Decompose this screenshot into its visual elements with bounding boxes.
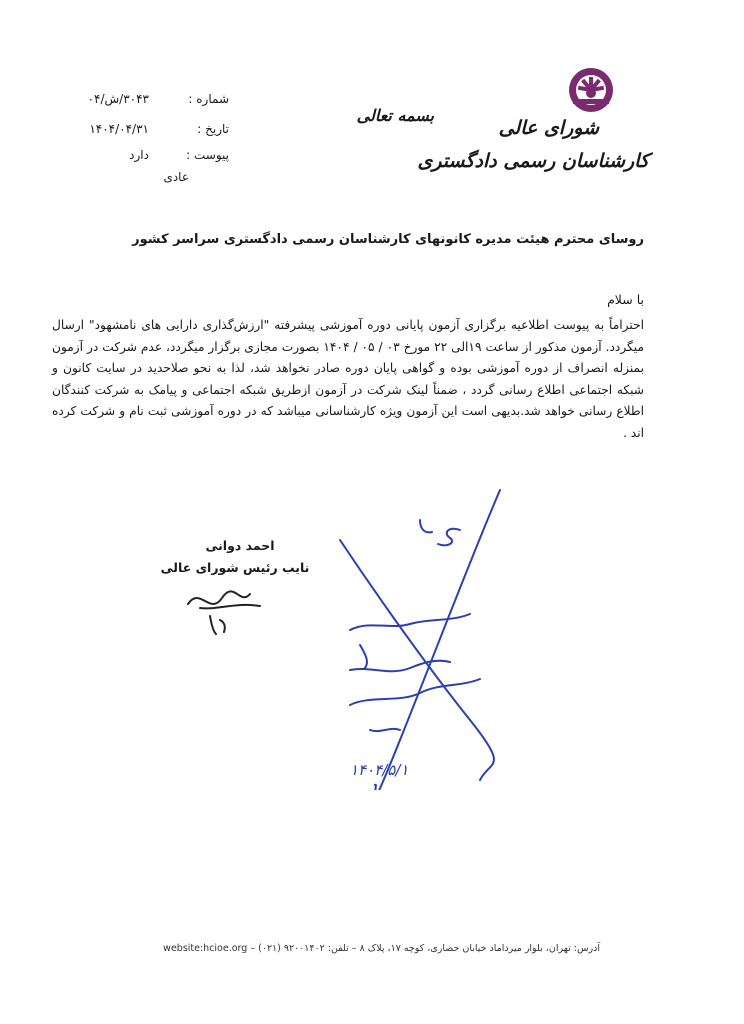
signatory-title: نایب رئیس شورای عالی	[160, 560, 310, 575]
date-value: ۱۴۰۴/۰۴/۳۱	[89, 122, 149, 136]
footer-contact	[150, 943, 600, 954]
meta-number	[88, 92, 229, 106]
org-title: شورای عالی	[498, 117, 599, 139]
council-emblem-icon	[567, 66, 615, 114]
attachment-label: پیوست :	[186, 148, 229, 162]
priority-value: عادی	[163, 170, 189, 184]
date-label: تاریخ :	[197, 122, 229, 136]
letter-body: احتراماً به پیوست اطلاعیه برگزاری آزمون پایانی دوره آموزشی پیشرفته "ارزش‌گذاری دارایی های نامشهود" ارسال میگردد. آزمون مذکور از ساعت ۱۹الی ۲۲ مورخ ۰۳ / ۰۵ / ۱۴۰۴ بصورت مجازی برگزار میگردد، عدم شرکت در آزمون بمنزله انصراف از دوره آموزشی بوده و گواهی پایان دوره صادر نخواهد شد، لذا به نحو صلاحدید در سایت کانون و شبکه اجتماعی اطلاع رسانی گردد ، ضمناً لینک شرکت در آزمون ازطریق شبکه اجتماعی و پیامک به شرکت کنندگان اطلاع رسانی خواهد شد.بدیهی است این آزمون ویژه کارشناسانی میباشد که در دوره آموزشی ثبت نام و شرکت کرده اند .	[52, 318, 644, 440]
handwritten-annotation	[320, 480, 520, 790]
number-label: شماره :	[188, 92, 229, 106]
number-value: ۳۰۴۳/ش/۰۴	[87, 92, 149, 106]
meta-attachment	[129, 148, 229, 162]
greeting-text: با سلام	[607, 292, 644, 307]
addressee-line: روسای محترم هیئت مدیره کانونهای کارشناسان رسمی دادگستری سراسر کشور	[132, 232, 644, 247]
signatory-name: احمد دوانی	[205, 538, 275, 553]
footer-address: آدرس: تهران، بلوار میرداماد خیابان حصاری، کوچه ۱۷، پلاک ۸ – تلفن: ۹۲۰۰۱۴۰۲ (۰۲۱) –	[250, 943, 600, 954]
attachment-value: دارد	[129, 148, 149, 162]
signature-icon	[180, 576, 270, 636]
meta-date	[89, 122, 229, 136]
invocation-text: بسمه تعالی	[356, 106, 434, 125]
footer-website: website:hcioe.org	[163, 943, 248, 954]
org-subtitle: کارشناسان رسمی دادگستری	[417, 150, 649, 172]
letterhead	[417, 62, 649, 197]
annotation-date: ۱۴۰۴/۵/۱	[350, 761, 409, 779]
